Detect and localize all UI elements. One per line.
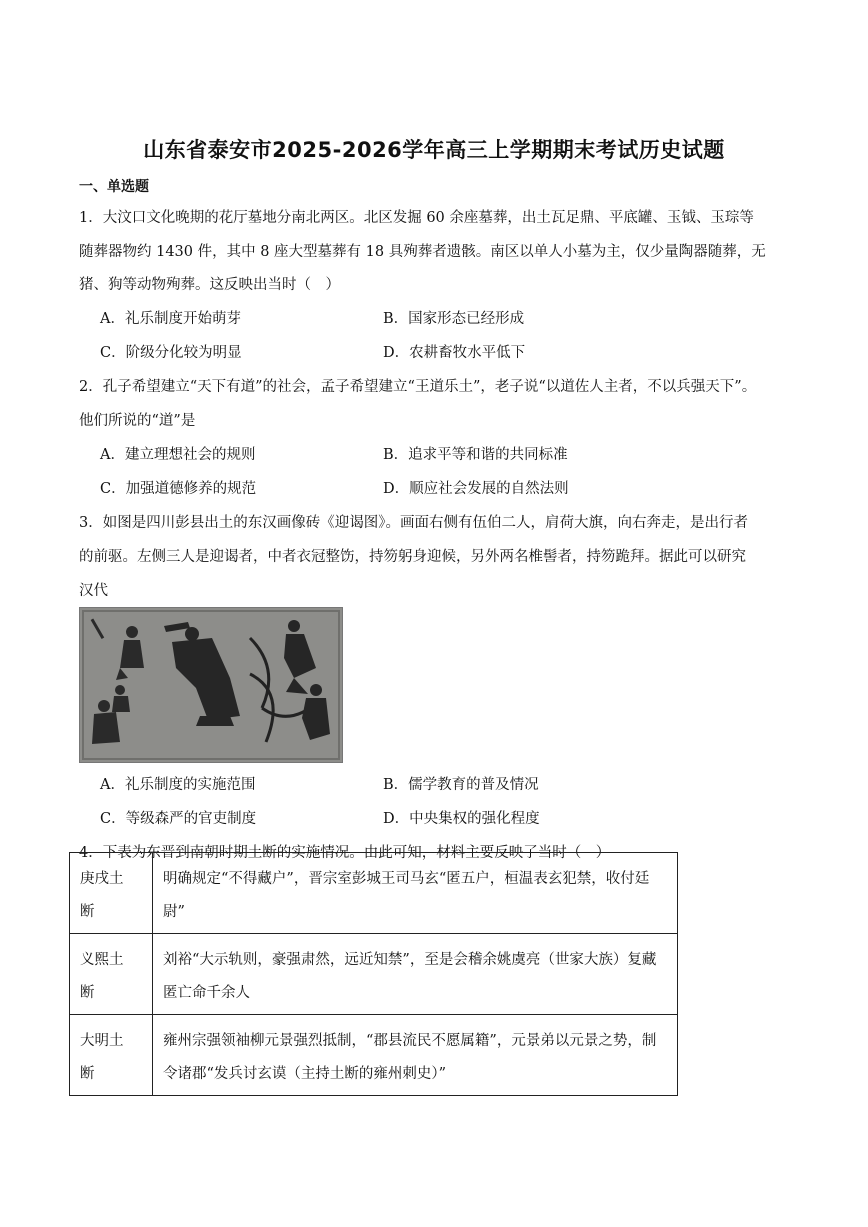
q2-option-a: A．建立理想社会的规则 xyxy=(100,447,256,463)
content-line-1: 雍州宗强领袖柳元景强烈抵制，“郡县流民不愿属籍”，元景弟以元景之势，制 xyxy=(163,1033,657,1049)
q1-line-3: 猪、狗等动物殉葬。这反映出当时（ ） xyxy=(79,277,340,293)
q2-option-c: C．加强道德修养的规范 xyxy=(100,481,257,497)
q1-option-c: C．阶级分化较为明显 xyxy=(100,345,242,361)
table-row xyxy=(70,853,678,934)
q1-line-1: 1．大汶口文化晚期的花厅墓地分南北两区。北区发掘 60 余座墓葬，出土瓦足鼎、平底罐、玉钺、玉琮等 xyxy=(79,210,754,226)
q2-option-b: B．追求平等和谐的共同标准 xyxy=(383,447,568,463)
q1-option-a: A．礼乐制度开始萌芽 xyxy=(100,311,241,327)
table-row xyxy=(70,934,678,1015)
q3-option-c: C．等级森严的官吏制度 xyxy=(100,811,257,827)
q4-stem: 4．下表为东晋到南朝时期土断的实施情况。由此可知，材料主要反映了当时（ ） xyxy=(79,845,611,861)
table-row xyxy=(70,1015,678,1096)
table-cell-content xyxy=(153,1015,678,1096)
brick-relief-image xyxy=(79,607,343,763)
q3-line-2: 的前驱。左侧三人是迎谒者，中者衣冠整饬，持笏躬身迎候，另外两名椎髻者，持笏跪拜。据此可以研究 xyxy=(79,549,746,565)
table-cell-content xyxy=(153,934,678,1015)
term-line-1: 庚戌土 xyxy=(80,871,124,887)
section-heading: 一、单选题 xyxy=(79,179,149,195)
q2-line-1: 2．孔子希望建立“天下有道”的社会，孟子希望建立“王道乐土”，老子说“以道佐人主者，不以兵强天下”。 xyxy=(79,379,757,395)
table-cell-content xyxy=(153,853,678,934)
q3-option-b: B．儒学教育的普及情况 xyxy=(383,777,539,793)
content-line-1: 明确规定“不得藏户”，晋宗室彭城王司马玄“匿五户，桓温表玄犯禁，收付廷 xyxy=(163,871,650,887)
land-registration-table xyxy=(69,852,678,1096)
table-cell-term xyxy=(70,853,153,934)
term-line-2: 断 xyxy=(80,1066,95,1082)
q3-option-d: D．中央集权的强化程度 xyxy=(383,811,540,827)
q2-line-2: 他们所说的“道”是 xyxy=(79,413,196,429)
content-line-2: 令诸郡“发兵讨玄谟（主持土断的雍州刺史）” xyxy=(163,1066,447,1082)
term-line-1: 义熙土 xyxy=(80,952,124,968)
table-cell-term xyxy=(70,934,153,1015)
content-line-2: 匿亡命千余人 xyxy=(163,985,250,1001)
brick-relief-illustration xyxy=(80,608,342,762)
q3-line-3: 汉代 xyxy=(79,583,108,599)
q1-line-2: 随葬器物约 1430 件，其中 8 座大型墓葬有 18 具殉葬者遗骸。南区以单人小墓为主，仅少量陶器随葬，无 xyxy=(79,244,766,260)
q3-line-1: 3．如图是四川彭县出土的东汉画像砖《迎谒图》。画面右侧有伍伯二人，肩荷大旗，向右奔走，是出行者 xyxy=(79,515,748,531)
q1-option-d: D．农耕畜牧水平低下 xyxy=(383,345,526,361)
term-line-2: 断 xyxy=(80,904,95,920)
term-line-2: 断 xyxy=(80,985,95,1001)
q2-option-d: D．顺应社会发展的自然法则 xyxy=(383,481,569,497)
table-cell-term xyxy=(70,1015,153,1096)
content-line-1: 刘裕“大示轨则，豪强肃然，远近知禁”，至是会稽余姚虞亮（世家大族）复藏 xyxy=(163,952,657,968)
term-line-1: 大明土 xyxy=(80,1033,124,1049)
q3-option-a: A．礼乐制度的实施范围 xyxy=(100,777,256,793)
q1-option-b: B．国家形态已经形成 xyxy=(383,311,525,327)
content-line-2: 尉” xyxy=(163,904,185,920)
exam-title: 山东省泰安市2025-2026学年高三上学期期末考试历史试题 xyxy=(143,138,725,162)
